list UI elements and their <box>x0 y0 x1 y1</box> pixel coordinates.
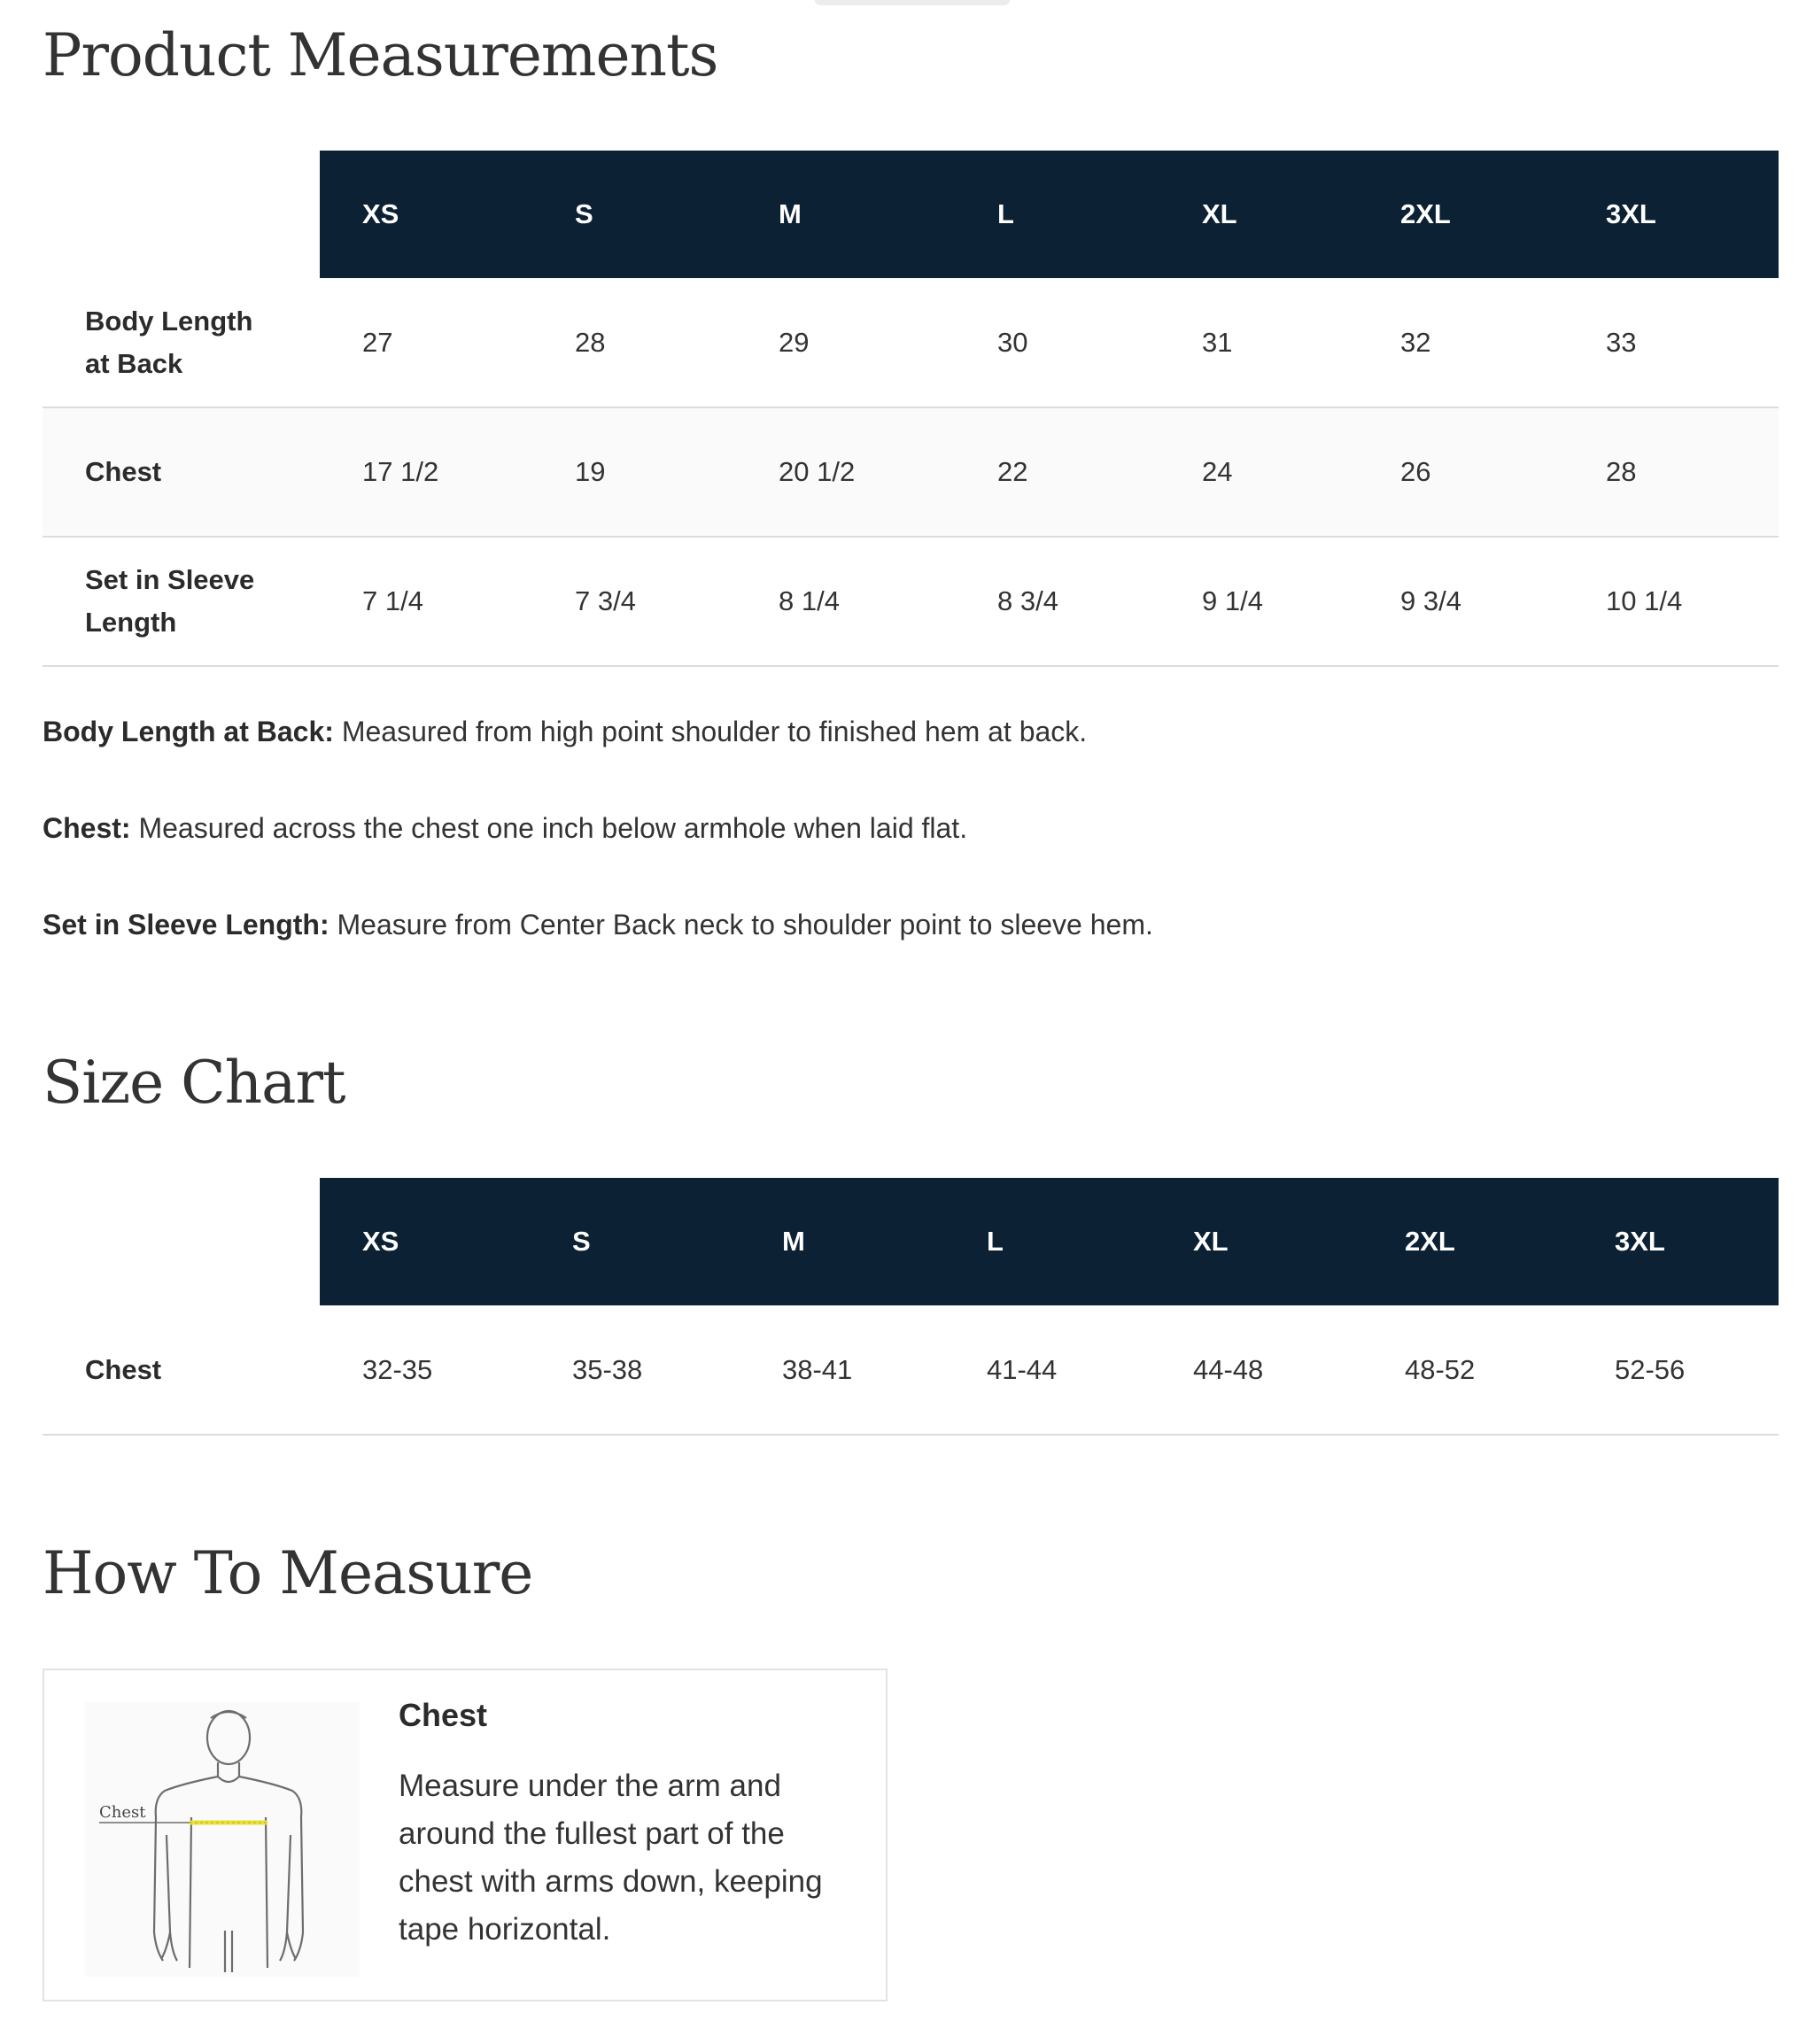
table-row <box>43 407 1779 537</box>
table-cell: 7 3/4 <box>532 537 736 666</box>
table-cell: 7 1/4 <box>320 537 532 666</box>
size-header: L <box>944 1178 1151 1305</box>
size-header: S <box>530 1178 740 1305</box>
note-chest <box>43 812 967 845</box>
measure-card <box>43 1668 888 2001</box>
table-cell: 20 1/2 <box>736 407 955 537</box>
table-cell: 32-35 <box>320 1305 530 1435</box>
table-cell: 9 3/4 <box>1358 537 1563 666</box>
table-cell: 26 <box>1358 407 1563 537</box>
row-label-chest: Chest <box>43 1305 320 1435</box>
row-label-body-length <box>43 278 320 407</box>
size-header: S <box>532 151 736 278</box>
table-cell: 33 <box>1563 278 1779 407</box>
row-label-text: Body Length at Back <box>85 305 253 379</box>
size-header: XL <box>1159 151 1358 278</box>
table-cell: 10 1/4 <box>1563 537 1779 666</box>
table-header-row <box>43 151 1779 278</box>
size-header: XL <box>1151 1178 1362 1305</box>
note-sleeve-length <box>43 909 1153 941</box>
table-header-row <box>43 1178 1779 1305</box>
row-label-text: Set in Sleeve Length <box>85 564 255 638</box>
table-cell: 48-52 <box>1362 1305 1572 1435</box>
table-row <box>43 1305 1779 1435</box>
table-cell: 24 <box>1159 407 1358 537</box>
table-row <box>43 278 1779 407</box>
table-cell: 28 <box>1563 407 1779 537</box>
table-cell: 28 <box>532 278 736 407</box>
size-header: XS <box>320 1178 530 1305</box>
header-blank-cell <box>43 151 320 278</box>
top-tab-decoration <box>815 0 1010 5</box>
product-measurements-table <box>43 151 1779 667</box>
chest-measurement-illustration <box>85 1702 360 1977</box>
row-label-chest: Chest <box>43 407 320 537</box>
table-cell: 44-48 <box>1151 1305 1362 1435</box>
card-title: Chest <box>399 1697 488 1733</box>
table-cell: 19 <box>532 407 736 537</box>
size-header: M <box>740 1178 944 1305</box>
table-cell: 38-41 <box>740 1305 944 1435</box>
table-cell: 22 <box>955 407 1159 537</box>
table-cell: 52-56 <box>1572 1305 1779 1435</box>
table-cell: 17 1/2 <box>320 407 532 537</box>
table-cell: 41-44 <box>944 1305 1151 1435</box>
size-chart-table <box>43 1178 1779 1436</box>
table-cell: 31 <box>1159 278 1358 407</box>
table-cell: 30 <box>955 278 1159 407</box>
size-header: 3XL <box>1572 1178 1779 1305</box>
table-cell: 8 3/4 <box>955 537 1159 666</box>
table-cell: 35-38 <box>530 1305 740 1435</box>
product-measurements-title: Product Measurements <box>43 21 718 89</box>
card-description: Measure under the arm and around the fullest part of the chest with arms down, keeping tape horizontal. <box>399 1769 823 1947</box>
note-body-length <box>43 716 1087 748</box>
header-blank-cell <box>43 1178 320 1305</box>
figure-chest-label: Chest <box>99 1803 146 1822</box>
table-cell: 32 <box>1358 278 1563 407</box>
note-term: Body Length at Back: <box>43 716 334 747</box>
table-cell: 29 <box>736 278 955 407</box>
row-label-sleeve-length <box>43 537 320 666</box>
size-header: M <box>736 151 955 278</box>
size-header: XS <box>320 151 532 278</box>
size-header: 2XL <box>1358 151 1563 278</box>
note-term: Set in Sleeve Length: <box>43 909 329 941</box>
size-header: 2XL <box>1362 1178 1572 1305</box>
note-term: Chest: <box>43 812 131 844</box>
note-text: Measured from high point shoulder to finished hem at back. <box>333 716 1088 747</box>
table-row <box>43 537 1779 666</box>
how-to-measure-title: How To Measure <box>43 1539 533 1607</box>
table-cell: 27 <box>320 278 532 407</box>
size-header: 3XL <box>1563 151 1779 278</box>
note-text: Measured across the chest one inch below armhole when laid flat. <box>130 812 968 844</box>
table-cell: 8 1/4 <box>736 537 955 666</box>
size-chart-title: Size Chart <box>43 1049 345 1117</box>
size-header: L <box>955 151 1159 278</box>
table-cell: 9 1/4 <box>1159 537 1358 666</box>
note-text: Measure from Center Back neck to shoulder point to sleeve hem. <box>329 909 1153 941</box>
